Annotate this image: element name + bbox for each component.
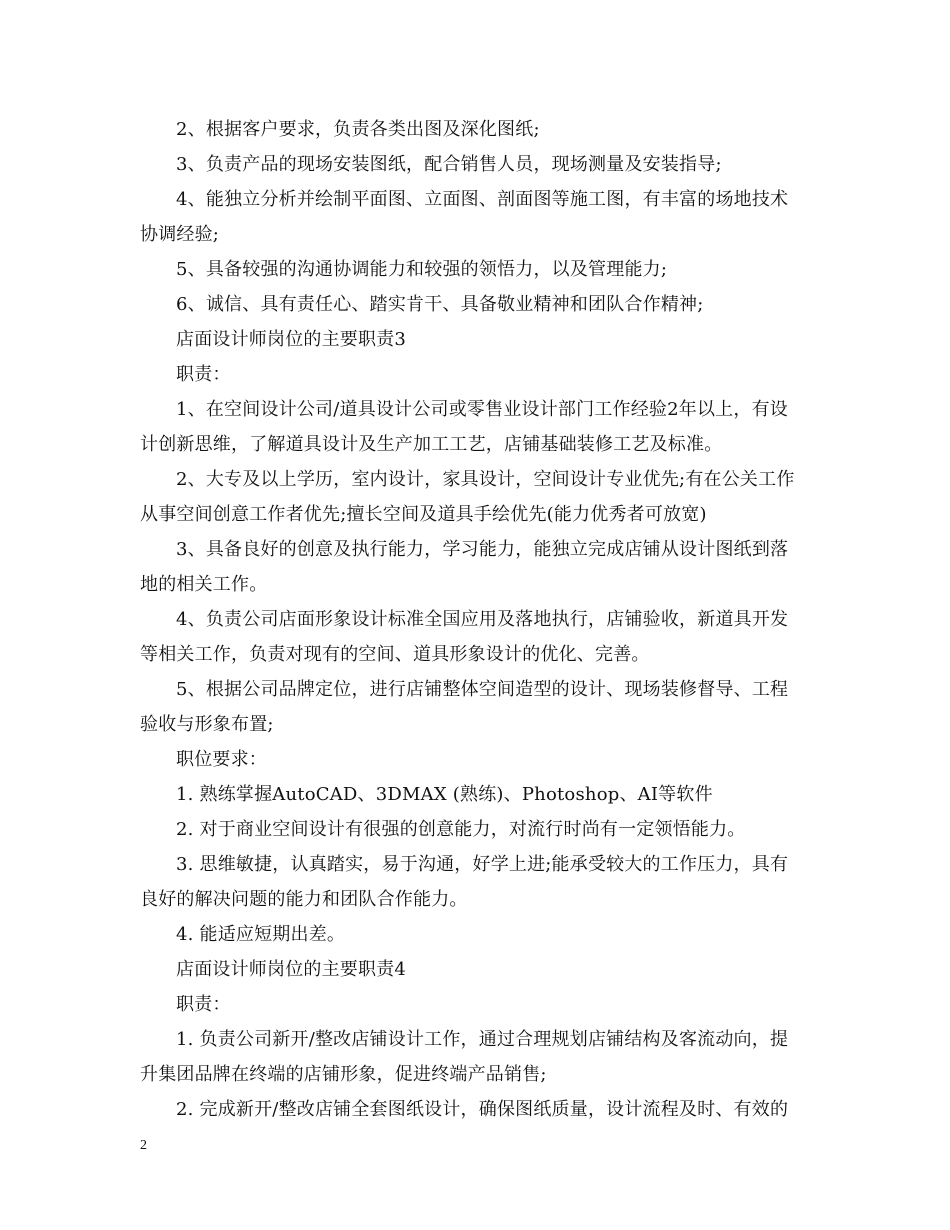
text-line: 店面设计师岗位的主要职责4	[176, 959, 407, 980]
text-line: 良好的解决问题的能力和团队合作能力。	[140, 889, 468, 910]
text-line: 5、具备较强的沟通协调能力和较强的领悟力，以及管理能力;	[176, 259, 668, 280]
text-line: 从事空间创意工作者优先;擅长空间及道具手绘优先(能力优秀者可放宽)	[140, 504, 707, 525]
text-line: 职责：	[176, 364, 231, 385]
text-line: 计创新思维，了解道具设计及生产加工工艺，店铺基础装修工艺及标准。	[140, 434, 723, 455]
text-line: 验收与形象布置;	[140, 714, 274, 735]
text-line: 2、根据客户要求，负责各类出图及深化图纸;	[176, 119, 540, 140]
text-line: 3、负责产品的现场安装图纸，配合销售人员，现场测量及安装指导;	[176, 154, 722, 175]
text-line: 协调经验;	[140, 224, 220, 245]
text-line: 1. 负责公司新开/整改店铺设计工作，通过合理规划店铺结构及客流动向，提	[176, 1029, 789, 1050]
text-line: 地的相关工作。	[140, 574, 268, 595]
text-line: 4. 能适应短期出差。	[176, 924, 346, 945]
document-body	[140, 112, 810, 1127]
text-line: 2、大专及以上学历，室内设计，家具设计，空间设计专业优先;有在公关工作	[176, 469, 795, 490]
text-line: 等相关工作，负责对现有的空间、道具形象设计的优化、完善。	[140, 644, 650, 665]
text-line: 2. 完成新开/整改店铺全套图纸设计，确保图纸质量，设计流程及时、有效的	[176, 1099, 789, 1120]
text-line: 6、诚信、具有责任心、踏实肯干、具备敬业精神和团队合作精神;	[176, 294, 704, 315]
text-line: 5、根据公司品牌定位，进行店铺整体空间造型的设计、现场装修督导、工程	[176, 679, 789, 700]
text-line: 职位要求：	[176, 749, 267, 770]
text-line: 4、负责公司店面形象设计标准全国应用及落地执行，店铺验收，新道具开发	[176, 609, 789, 630]
text-line: 店面设计师岗位的主要职责3	[176, 329, 407, 350]
text-line: 2. 对于商业空间设计有很强的创意能力，对流行时尚有一定领悟能力。	[176, 819, 746, 840]
page-number: 2	[140, 1138, 147, 1153]
text-line: 1、在空间设计公司/道具设计公司或零售业设计部门工作经验2年以上，有设	[176, 399, 788, 420]
text-line: 3. 思维敏捷，认真踏实，易于沟通，好学上进;能承受较大的工作压力，具有	[176, 854, 789, 875]
text-line: 3、具备良好的创意及执行能力，学习能力，能独立完成店铺从设计图纸到落	[176, 539, 789, 560]
text-line: 职责：	[176, 994, 231, 1015]
text-line: 1. 熟练掌握AutoCAD、3DMAX (熟练)、Photoshop、AI等软件	[176, 784, 713, 805]
text-line: 升集团品牌在终端的店铺形象，促进终端产品销售;	[140, 1064, 547, 1085]
text-line: 4、能独立分析并绘制平面图、立面图、剖面图等施工图，有丰富的场地技术	[176, 189, 789, 210]
